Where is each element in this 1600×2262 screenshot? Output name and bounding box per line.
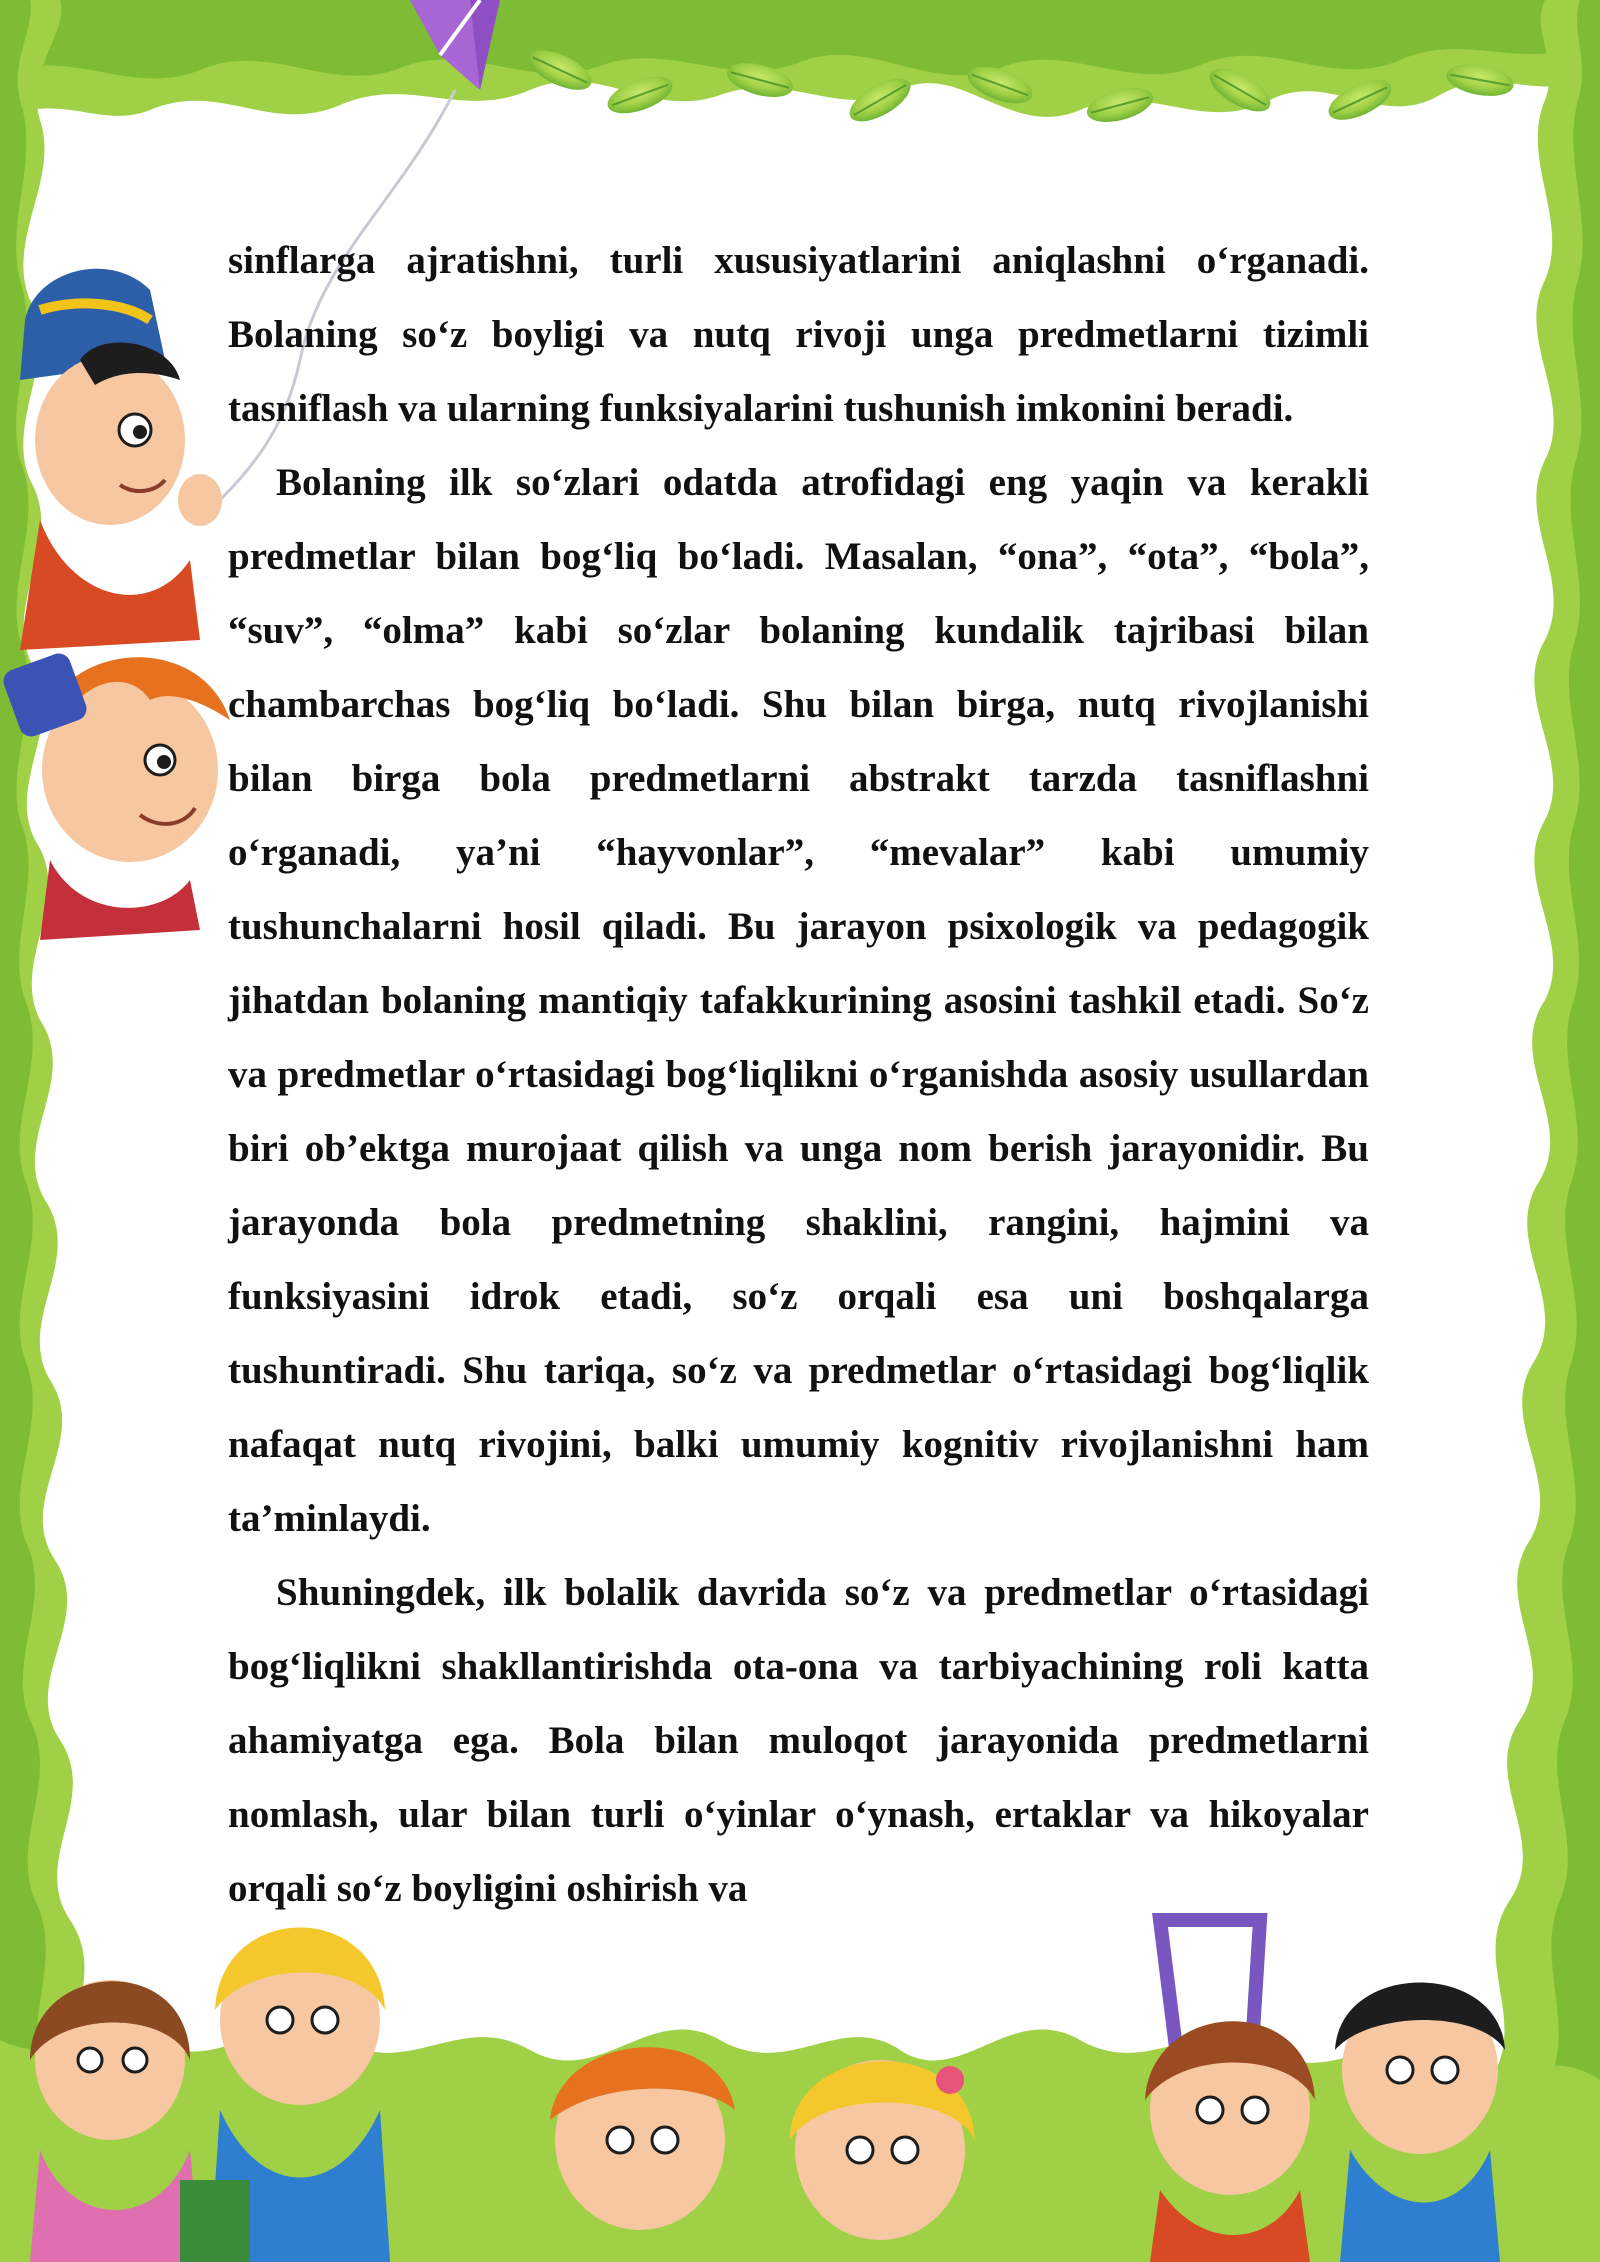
paragraph-2: Bolaning ilk so‘zlari odatda atrofidagi eng yaqin va kerakli predmetlar bilan bog‘liq bo‘ladi. Masalan, “ona”, “ota”, “bola”, “suv”, “olma” kabi so‘zlar bolaning kundalik tajribasi bilan chambarchas bog‘liq bo‘ladi. Shu bilan birga, nutq rivojlanishi bilan birga bola predmetlarni abstrakt tarzda tasniflashni o‘rganadi, ya’ni “hayvonlar”, “mevalar” kabi umumiy tushunchalarni hosil qiladi. Bu jarayon psixologik va pedagogik jihatdan bolaning mantiqiy tafakkurining asosini tashkil etadi. So‘z va predmetlar o‘rtasidagi bog‘liqlikni o‘rganishda asosiy usullardan biri ob’ektga murojaat qilish va unga nom berish jarayonidir. Bu jarayonda bola predmetning shaklini, rangini, hajmini va funksiyasini idrok etadi, so‘z orqali esa uni boshqalarga tushuntiradi. Shu tariqa, so‘z va predmetlar o‘rtasidagi bog‘liqlik nafaqat nutq rivojini, balki umumiy kognitiv rivojlanishni ham ta’minlaydi. [228, 461, 1369, 1540]
top-foliage [0, 0, 1600, 130]
right-foliage [1460, 0, 1600, 2262]
document-body [228, 224, 1369, 1926]
boy-with-cap-icon [20, 269, 222, 650]
paragraph-3: Shuningdek, ilk bolalik davrida so‘z va predmetlar o‘rtasidagi bog‘liqlikni shakllantirishda ota-ona va tarbiyachining roli katta ahamiyatga ega. Bola bilan muloqot jarayonida predmetlarni nomlash, ular bilan turli o‘yinlar o‘ynash, ertaklar va hikoyalar orqali so‘z boyligini oshirish va [228, 1571, 1369, 1910]
paragraph-1: sinflarga ajratishni, turli xususiyatlarini aniqlashni o‘rganadi. Bolaning so‘z boyligi va nutq rivoji unga predmetlarni tizimli tasniflash va ularning funksiyalarini tushunish imkonini beradi. [228, 239, 1369, 430]
